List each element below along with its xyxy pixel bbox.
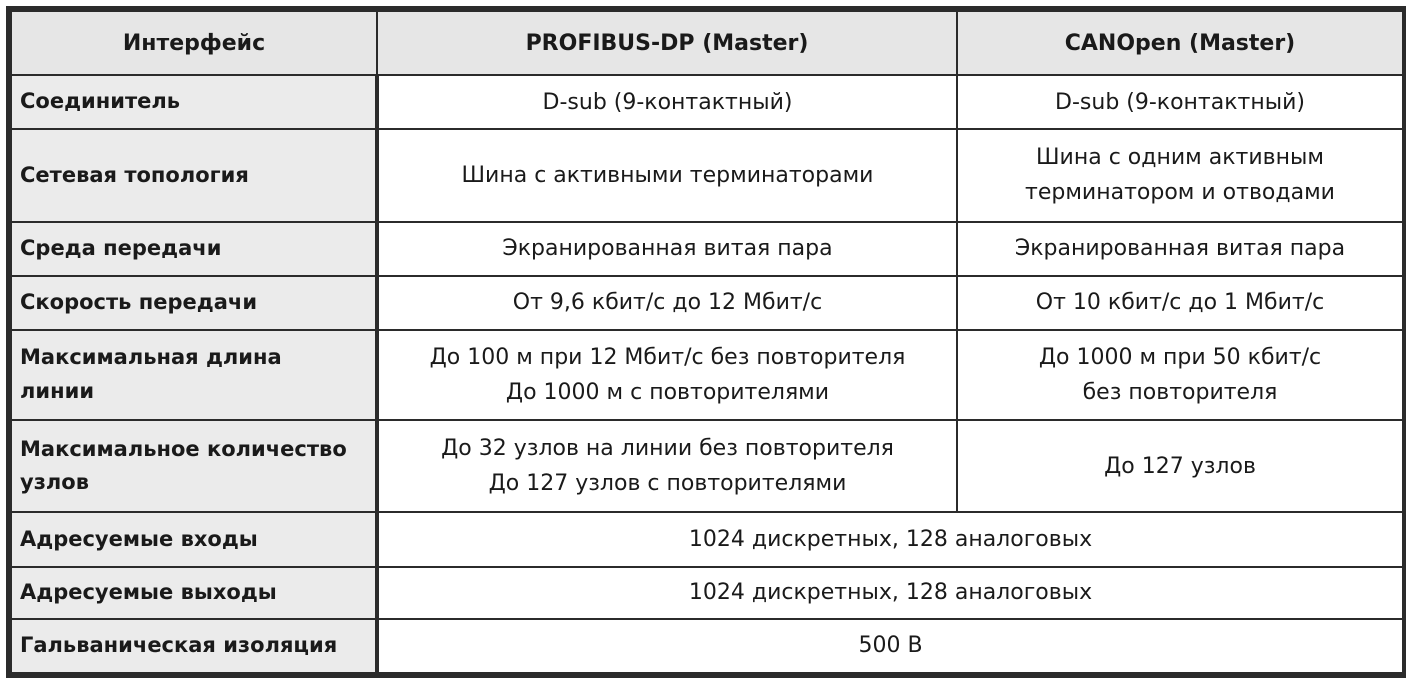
cell-profibus-topology: Шина с активными терминаторами: [377, 129, 957, 221]
cell-profibus-max-length: До 100 м при 12 Мбит/с без повторителя До 1000 м с повторителями: [377, 330, 957, 420]
row-label-max-nodes: Максимальное количество узлов: [11, 420, 377, 512]
row-label-medium: Среда передачи: [11, 222, 377, 276]
header-interface: Интерфейс: [11, 11, 377, 75]
row-label-connector: Соединитель: [11, 75, 377, 129]
header-profibus: PROFIBUS-DP (Master): [377, 11, 957, 75]
cell-profibus-speed: От 9,6 кбит/с до 12 Мбит/с: [377, 276, 957, 330]
row-label-speed: Скорость передачи: [11, 276, 377, 330]
table-row: [11, 567, 1403, 619]
table-row: [11, 420, 1403, 512]
spec-table-frame: [6, 6, 1406, 678]
row-label-topology: Сетевая топология: [11, 129, 377, 221]
cell-shared-outputs: 1024 дискретных, 128 аналоговых: [377, 567, 1403, 619]
table-row: [11, 512, 1403, 566]
row-label-inputs: Адресуемые входы: [11, 512, 377, 566]
interface-spec-table: [10, 10, 1404, 674]
cell-canopen-max-nodes: До 127 узлов: [957, 420, 1403, 512]
table-row: [11, 129, 1403, 221]
row-label-isolation: Гальваническая изоляция: [11, 619, 377, 673]
table-header-row: [11, 11, 1403, 75]
cell-canopen-medium: Экранированная витая пара: [957, 222, 1403, 276]
table-row: [11, 330, 1403, 420]
cell-canopen-topology: Шина с одним активным терминатором и отводами: [957, 129, 1403, 221]
table-row: [11, 75, 1403, 129]
cell-canopen-connector: D-sub (9-контактный): [957, 75, 1403, 129]
table-row: [11, 276, 1403, 330]
cell-profibus-max-nodes: До 32 узлов на линии без повторителя До 127 узлов с повторителями: [377, 420, 957, 512]
cell-shared-inputs: 1024 дискретных, 128 аналоговых: [377, 512, 1403, 566]
row-label-outputs: Адресуемые выходы: [11, 567, 377, 619]
header-canopen: CANOpen (Master): [957, 11, 1403, 75]
cell-profibus-connector: D-sub (9-контактный): [377, 75, 957, 129]
cell-profibus-medium: Экранированная витая пара: [377, 222, 957, 276]
cell-canopen-speed: От 10 кбит/с до 1 Мбит/с: [957, 276, 1403, 330]
table-row: [11, 222, 1403, 276]
row-label-max-length: Максимальная длина линии: [11, 330, 377, 420]
cell-canopen-max-length: До 1000 м при 50 кбит/с без повторителя: [957, 330, 1403, 420]
cell-shared-isolation: 500 В: [377, 619, 1403, 673]
table-row: [11, 619, 1403, 673]
